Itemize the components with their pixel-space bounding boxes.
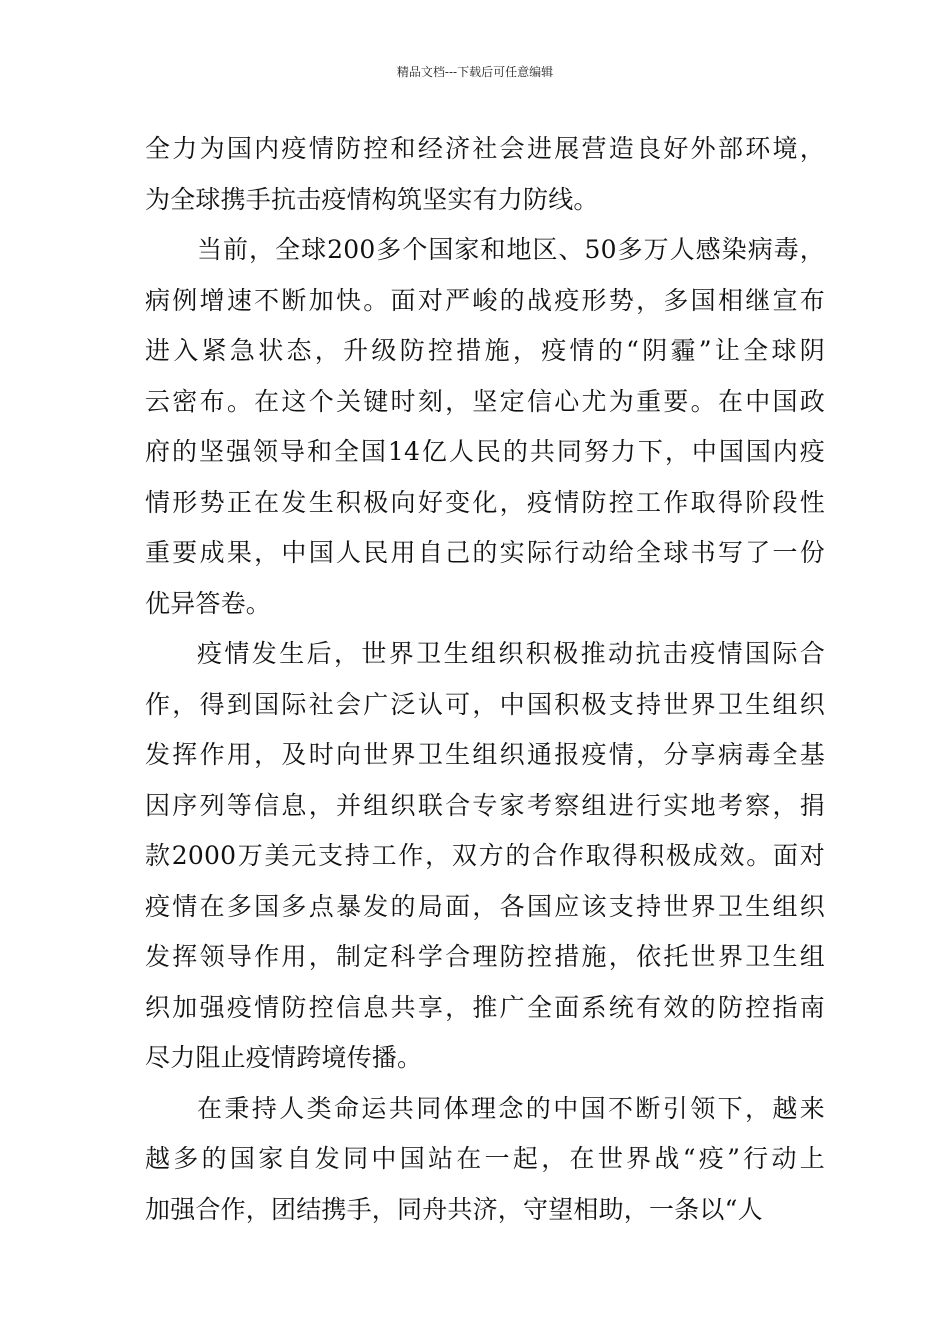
text-line: 织加强疫情防控信息共享，推广全面系统有效的防控指南 <box>145 992 825 1022</box>
text-line: 疫情在多国多点暴发的局面，各国应该支持世界卫生组织 <box>145 891 825 921</box>
text-line: 加强合作，团结携手，同舟共济，守望相助，一条以“人 <box>145 1194 763 1224</box>
text-line: 尽力阻止疫情跨境传播。 <box>145 1043 423 1072</box>
text-line: 作，得到国际社会广泛认可，中国积极支持世界卫生组织 <box>145 689 825 719</box>
paragraph <box>145 629 825 1084</box>
body-text <box>145 124 825 1235</box>
text-line: 发挥作用，及时向世界卫生组织通报疫情，分享病毒全基 <box>145 740 825 769</box>
text-line: 款2000万美元支持工作，双方的合作取得积极成效。面对 <box>145 841 825 870</box>
page-header: 精品文档---下载后可任意编辑 <box>396 65 554 79</box>
paragraph <box>145 1084 825 1236</box>
text-line: 病例增速不断加快。面对严峻的战疫形势，多国相继宣布 <box>145 285 825 315</box>
text-line: 发挥领导作用，制定科学合理防控措施，依托世界卫生组 <box>145 942 825 971</box>
paragraph <box>145 225 825 629</box>
text-line: 在秉持人类命运共同体理念的中国不断引领下，越来 <box>197 1093 825 1123</box>
text-line: 疫情发生后，世界卫生组织积极推动抗击疫情国际合 <box>197 639 825 668</box>
text-line: 云密布。在这个关键时刻，坚定信心尤为重要。在中国政 <box>145 386 825 416</box>
text-line: 当前，全球200多个国家和地区、50多万人感染病毒， <box>197 235 825 264</box>
paragraph <box>145 124 825 225</box>
text-line: 因序列等信息，并组织联合专家考察组进行实地考察，捐 <box>145 790 825 820</box>
text-line: 府的坚强领导和全国14亿人民的共同努力下，中国国内疫 <box>145 437 825 466</box>
text-line: 重要成果，中国人民用自己的实际行动给全球书写了一份 <box>145 538 825 567</box>
text-line: 情形势正在发生积极向好变化，疫情防控工作取得阶段性 <box>145 487 825 517</box>
text-line: 全力为国内疫情防控和经济社会进展营造良好外部环境， <box>145 134 825 163</box>
text-line: 进入紧急状态，升级防控措施，疫情的“阴霾”让全球阴 <box>145 336 825 365</box>
text-line: 优异答卷。 <box>145 588 272 618</box>
text-line: 为全球携手抗击疫情构筑坚实有力防线。 <box>145 184 599 214</box>
text-line: 越多的国家自发同中国站在一起，在世界战“疫”行动上 <box>145 1144 825 1173</box>
